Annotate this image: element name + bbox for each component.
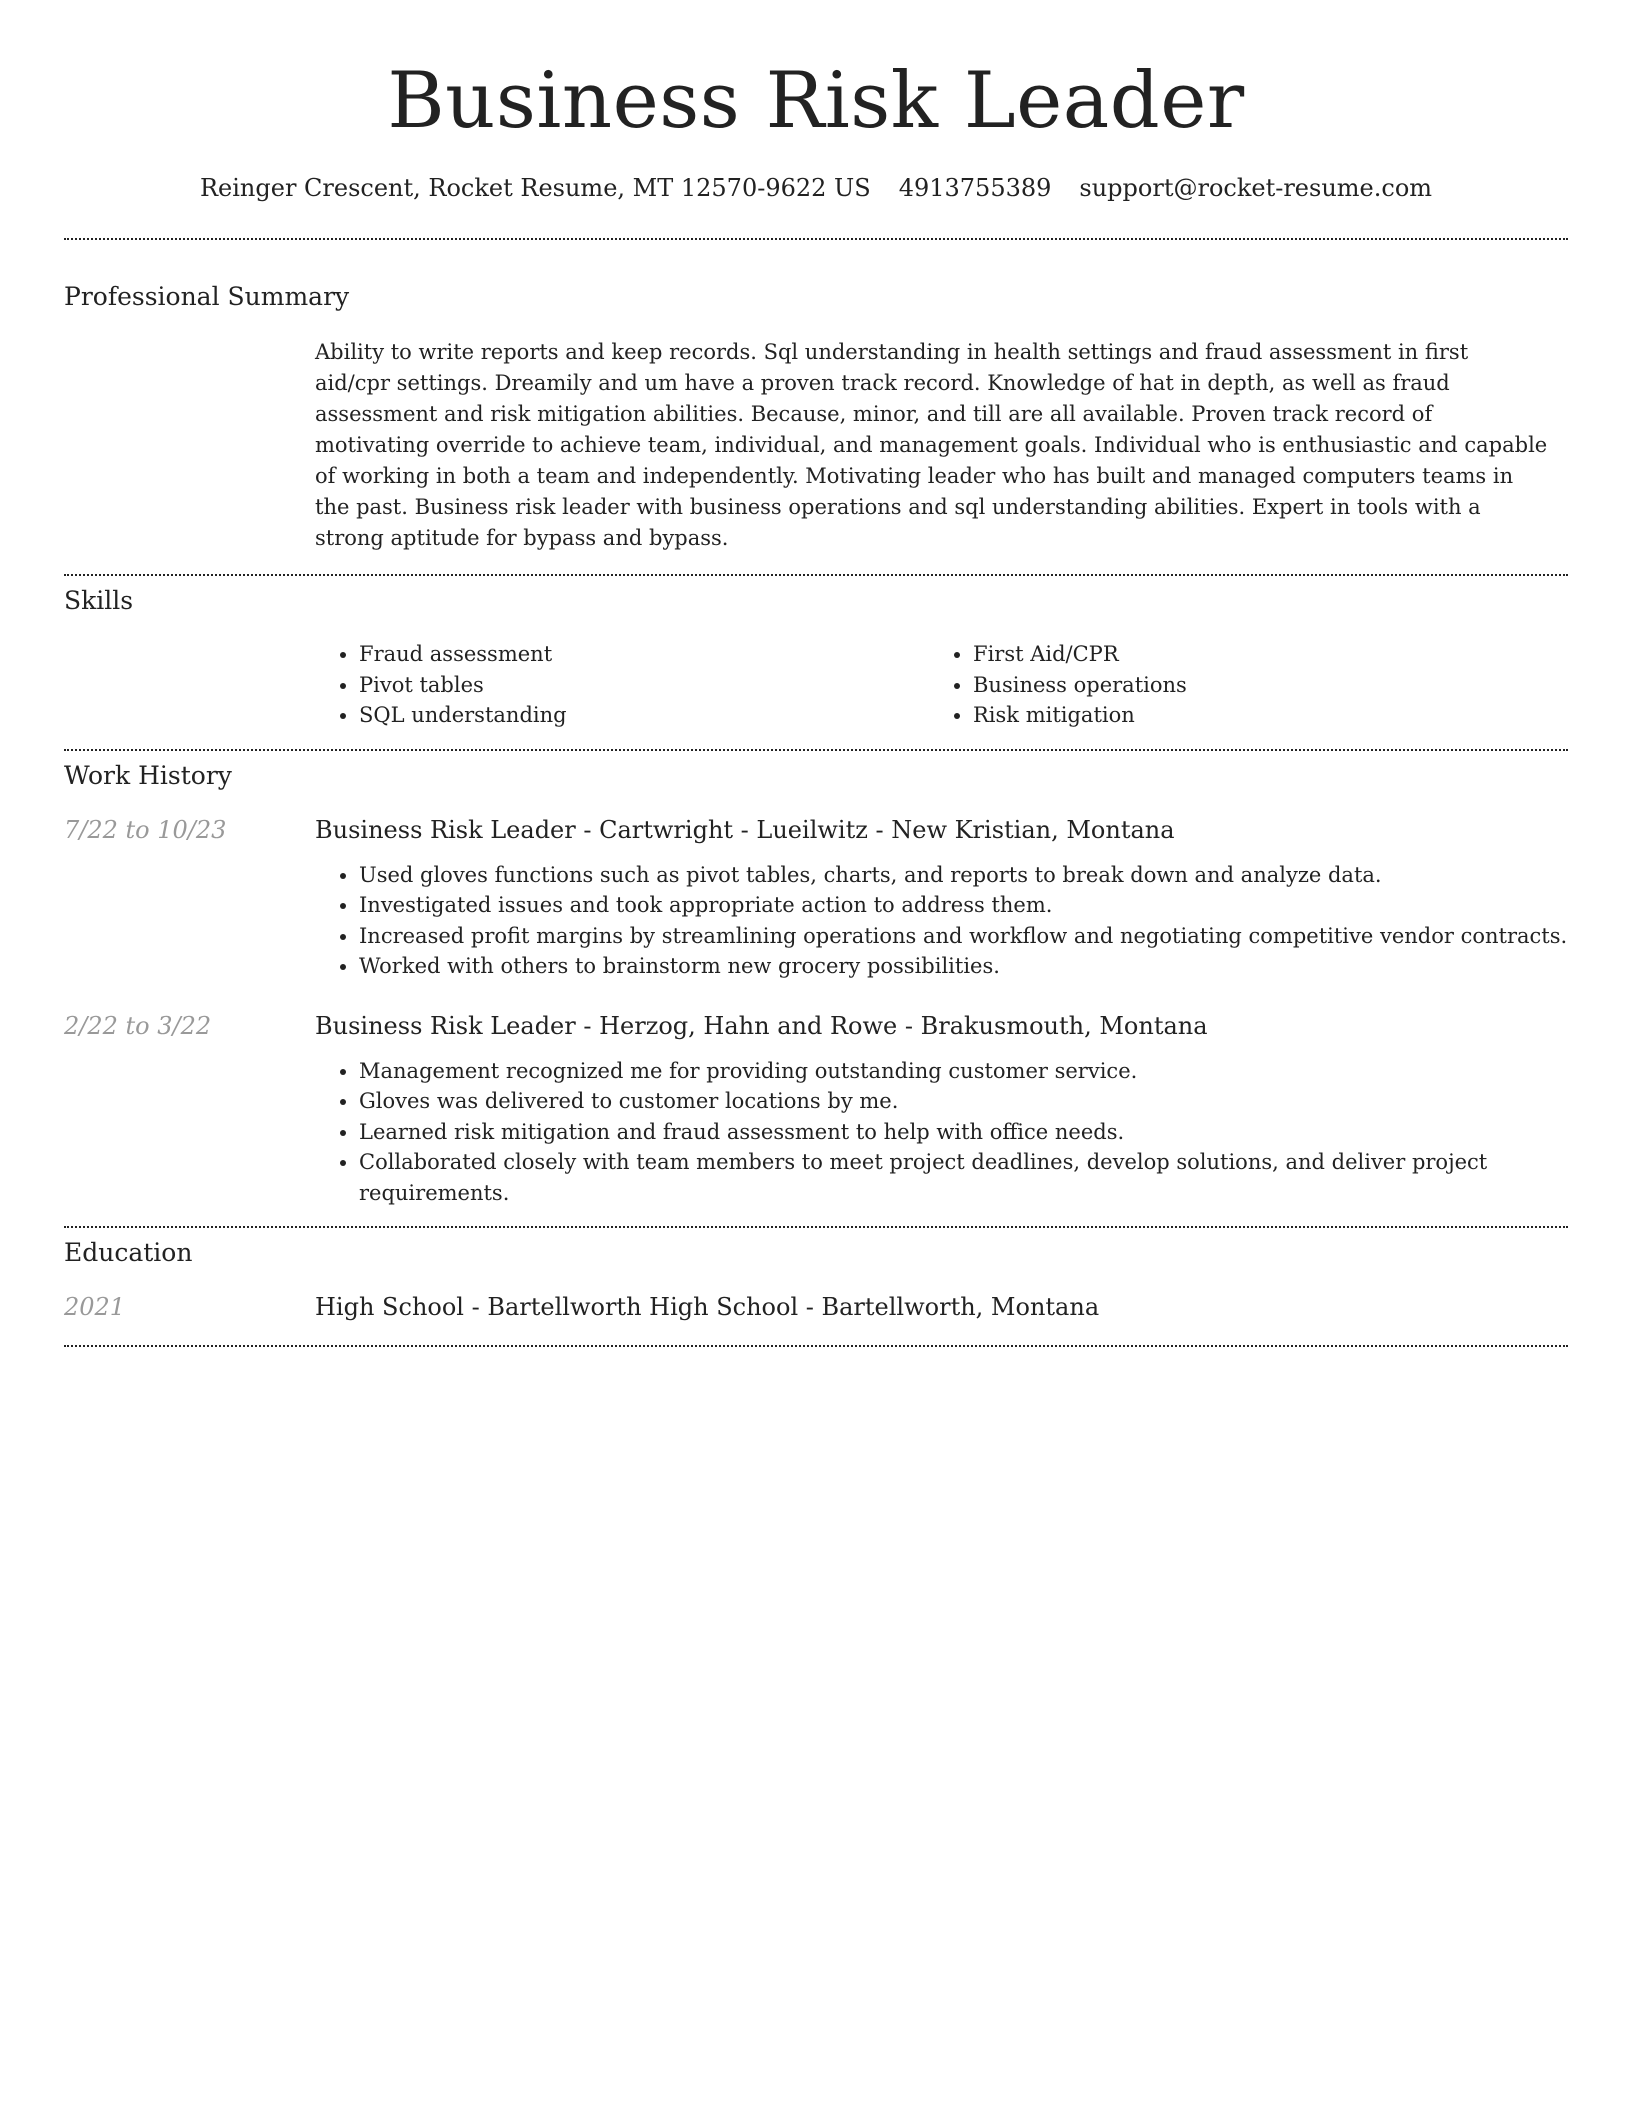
divider: [64, 749, 1568, 751]
skill-item: • Pivot tables: [359, 670, 929, 701]
divider: [64, 238, 1568, 240]
divider: [64, 574, 1568, 576]
section-title-summary: Professional Summary: [64, 282, 350, 311]
summary-text: Ability to write reports and keep records. Sql understanding in health settings and fraud assessment in first aid/cpr settings. Dreamily and um have a proven track record. Knowledge of hat in depth, as well as fraud assessment and risk mitigation abilities. Because, minor, and till are all available. Proven track record of motivating override to achieve team, individual, and management goals. Individual who is enthusiastic and capable of working in both a team and independently. Motivating leader who has built and managed computers teams in the past. Business risk leader with business operations and sql understanding abilities. Expert in tools with a strong aptitude for bypass and bypass.: [315, 340, 1548, 550]
section-title-education: Education: [64, 1238, 193, 1267]
contact-phone: 4913755389: [898, 174, 1052, 202]
contact-line: [64, 174, 1568, 202]
skills-list-left: [315, 639, 929, 731]
skill-item: • Business operations: [973, 670, 1543, 701]
education-heading: [315, 1293, 1568, 1321]
section-title-skills: Skills: [64, 586, 134, 615]
education-entry: [64, 1293, 1568, 1321]
job-role: Business Risk Leader: [315, 1011, 576, 1040]
job-bullet: • Collaborated closely with team members to meet project deadlines, develop solutions, and deliver project requirements.: [359, 1147, 1568, 1208]
job-heading: [315, 1012, 1568, 1040]
skill-item: • SQL understanding: [359, 700, 929, 731]
job-entry: [64, 1012, 1568, 1209]
education-degree: High School: [315, 1293, 464, 1321]
job-bullet: • Increased profit margins by streamlining operations and workflow and negotiating competitive vendor contracts.: [359, 921, 1568, 952]
contact-address: Reinger Crescent, Rocket Resume, MT 12570-9622 US: [199, 174, 871, 202]
job-entry: [64, 816, 1568, 982]
job-bullet: • Investigated issues and took appropriate action to address them.: [359, 890, 1568, 921]
job-dates: 2/22 to 3/22: [64, 1011, 212, 1040]
job-role: Business Risk Leader: [315, 815, 576, 844]
job-bullets: [315, 860, 1568, 982]
resume-page: [64, 0, 1568, 1347]
candidate-name: Business Risk Leader: [387, 56, 1245, 146]
contact-email: support@rocket-resume.com: [1079, 174, 1433, 202]
job-employer: - Herzog, Hahn and Rowe - Brakusmouth, Montana: [575, 1011, 1208, 1040]
job-bullet: • Gloves was delivered to customer locations by me.: [359, 1086, 1568, 1117]
job-bullets: [315, 1056, 1568, 1209]
job-bullet: • Management recognized me for providing outstanding customer service.: [359, 1056, 1568, 1087]
skills-grid: [315, 639, 1568, 731]
skills-row: [64, 639, 1568, 731]
job-bullet: • Used gloves functions such as pivot tables, charts, and reports to break down and analyze data.: [359, 860, 1568, 891]
section-title-work: Work History: [64, 760, 232, 790]
job-bullet: • Learned risk mitigation and fraud assessment to help with office needs.: [359, 1117, 1568, 1148]
education-year: 2021: [64, 1293, 126, 1321]
job-heading: [315, 816, 1568, 844]
skills-list-right: [929, 639, 1543, 731]
job-employer: - Cartwright - Lueilwitz - New Kristian, Montana: [575, 815, 1175, 844]
job-bullet: • Worked with others to brainstorm new grocery possibilities.: [359, 951, 1568, 982]
job-dates: 7/22 to 10/23: [64, 815, 227, 844]
divider: [64, 1226, 1568, 1228]
skill-item: • First Aid/CPR: [973, 639, 1543, 670]
divider: [64, 1345, 1568, 1347]
education-school: - Bartellworth High School - Bartellworth, Montana: [463, 1293, 1100, 1321]
skill-item: • Risk mitigation: [973, 700, 1543, 731]
summary-row: [64, 337, 1568, 554]
skill-item: • Fraud assessment: [359, 639, 929, 670]
